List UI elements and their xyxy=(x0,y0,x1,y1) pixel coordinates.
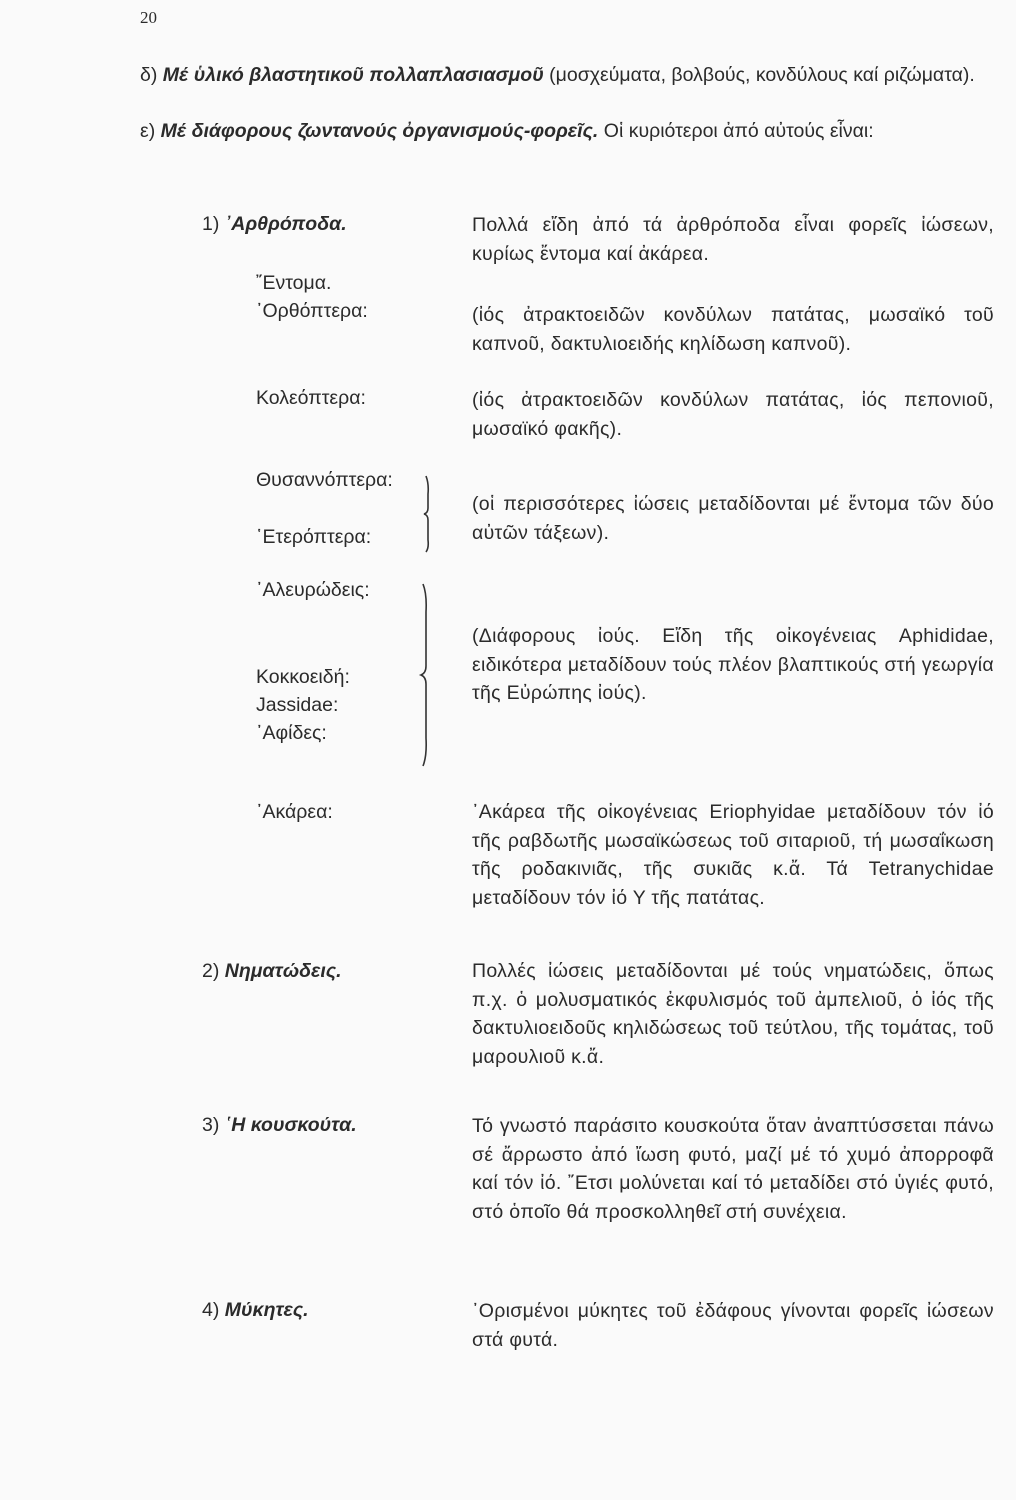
intro-item-e xyxy=(140,118,1000,145)
section-1-number: 1) xyxy=(202,213,220,235)
item-e-heading: Μέ διάφορους ζωντανούς ὀργανισμούς-φορεῖς. xyxy=(160,120,599,142)
section-2-description: Πολλές ἰώσεις μεταδίδονται μέ τούς νηματώδεις, ὅπως π.χ. ὁ μολυσματικός ἐκφυλισμός τοῦ ἀμπελιοῦ, ὁ ἰός τῆς δακτυλιοειδοῦς κηλιδώσεως τοῦ τεύτλου, τῆς τομάτας, τοῦ μαρουλιοῦ κ.ἄ. xyxy=(472,960,994,1068)
order-label-aleyrodidae: ᾿Αλευρώδεις: xyxy=(256,579,370,601)
group-2-description: (Διάφορους ἰούς. Εἴδη τῆς οἰκογένειας Aphididae, ειδικότερα μεταδίδουν τούς πλέον βλαπτικούς στή γεωργία τῆς Εὐρώπης ἰούς). xyxy=(472,625,994,704)
order-label-heteroptera: ῾Ετερόπτερα: xyxy=(256,526,372,548)
order-label-coleoptera: Κολεόπτερα: xyxy=(256,387,366,409)
item-e-text: Οἱ κυριότεροι ἀπό αὐτούς εἶναι: xyxy=(598,120,874,142)
order-label-thysanoptera: Θυσαννόπτερα: xyxy=(256,469,393,491)
section-2-number: 2) xyxy=(202,960,220,982)
section-4-title: Μύκητες. xyxy=(224,1299,309,1321)
section-4-number: 4) xyxy=(202,1299,220,1321)
section-3-description: Τό γνωστό παράσιτο κουσκούτα ὅταν ἀναπτύσσεται πάνω σέ ἄρρωστο ἀπό ἴωση φυτό, μαζί μέ τό χυμό ἀπορροφᾶ καί τόν ἰό. ῎Ετσι μολύνεται καί τό μεταδίδει στό ὑγιές φυτό, στό ὁποῖο θά προσκολληθεῖ στή συνέχεια. xyxy=(472,1115,994,1223)
order-label-orthoptera: ᾿Ορθόπτερα: xyxy=(256,300,368,322)
mites-label: ᾿Ακάρεα: xyxy=(256,801,333,823)
section-4-description: ᾿Ορισμένοι μύκητες τοῦ ἐδάφους γίνονται φορεῖς ἰώσεων στά φυτά. xyxy=(472,1300,994,1351)
order-label-jassidae: Jassidae: xyxy=(256,694,339,716)
brace-group-2 xyxy=(416,582,440,768)
section-3-number: 3) xyxy=(202,1114,220,1136)
section-1-title: ᾿Αρθρόποδα. xyxy=(224,213,347,235)
section-3-heading xyxy=(202,1112,357,1139)
mites-description: ᾿Ακάρεα τῆς οἰκογένειας Eriophyidae μεταδίδουν τόν ἰό τῆς ραβδωτῆς μωσαϊκώσεως τοῦ σιταριοῦ, τή μωσαΐκωση τῆς ροδακινιᾶς, τῆς συκιᾶς κ.ἄ. Τά Tetranychidae μεταδίδουν τόν ἰό Υ τῆς πατάτας. xyxy=(472,801,994,909)
order-desc-coleoptera: (ἰός ἀτρακτοειδῶν κονδύλων πατάτας, ἰός πεπονιοῦ, μωσαϊκό φακῆς). xyxy=(472,389,994,440)
group-1-description: (οἱ περισσότερες ἰώσεις μεταδίδονται μέ ἔντομα τῶν δύο αὐτῶν τάξεων). xyxy=(472,493,994,544)
section-3-title: ῾Η κουσκούτα. xyxy=(224,1114,357,1136)
item-d-text: (μοσχεύματα, βολβούς, κονδύλους καί ριζώματα). xyxy=(543,64,975,86)
item-d-heading: Μέ ὑλικό βλαστητικοῦ πολλαπλασιασμοῦ xyxy=(162,64,544,86)
order-label-coccoidea: Κοκκοειδή: xyxy=(256,666,350,688)
item-d-prefix: δ) xyxy=(140,64,163,86)
section-4-heading xyxy=(202,1297,309,1324)
section-1-description: Πολλά εἴδη ἀπό τά ἀρθρόποδα εἶναι φορεῖς ἰώσεων, κυρίως ἔντομα καί ἀκάρεα. xyxy=(472,214,994,265)
insects-label: ῎Εντομα. xyxy=(256,272,332,294)
brace-group-1 xyxy=(420,474,440,554)
order-label-aphids: ᾿Αφίδες: xyxy=(256,722,327,744)
section-1-heading xyxy=(202,211,347,238)
order-desc-orthoptera: (ἰός ἀτρακτοειδῶν κονδύλων πατάτας, μωσαϊκό τοῦ καπνοῦ, δακτυλιοειδής κηλίδωση καπνοῦ). xyxy=(472,304,994,355)
section-2-title: Νηματώδεις. xyxy=(224,960,342,982)
intro-item-d xyxy=(140,62,1000,89)
section-2-heading xyxy=(202,958,342,985)
page-number: 20 xyxy=(140,8,157,27)
item-e-prefix: ε) xyxy=(140,120,161,142)
